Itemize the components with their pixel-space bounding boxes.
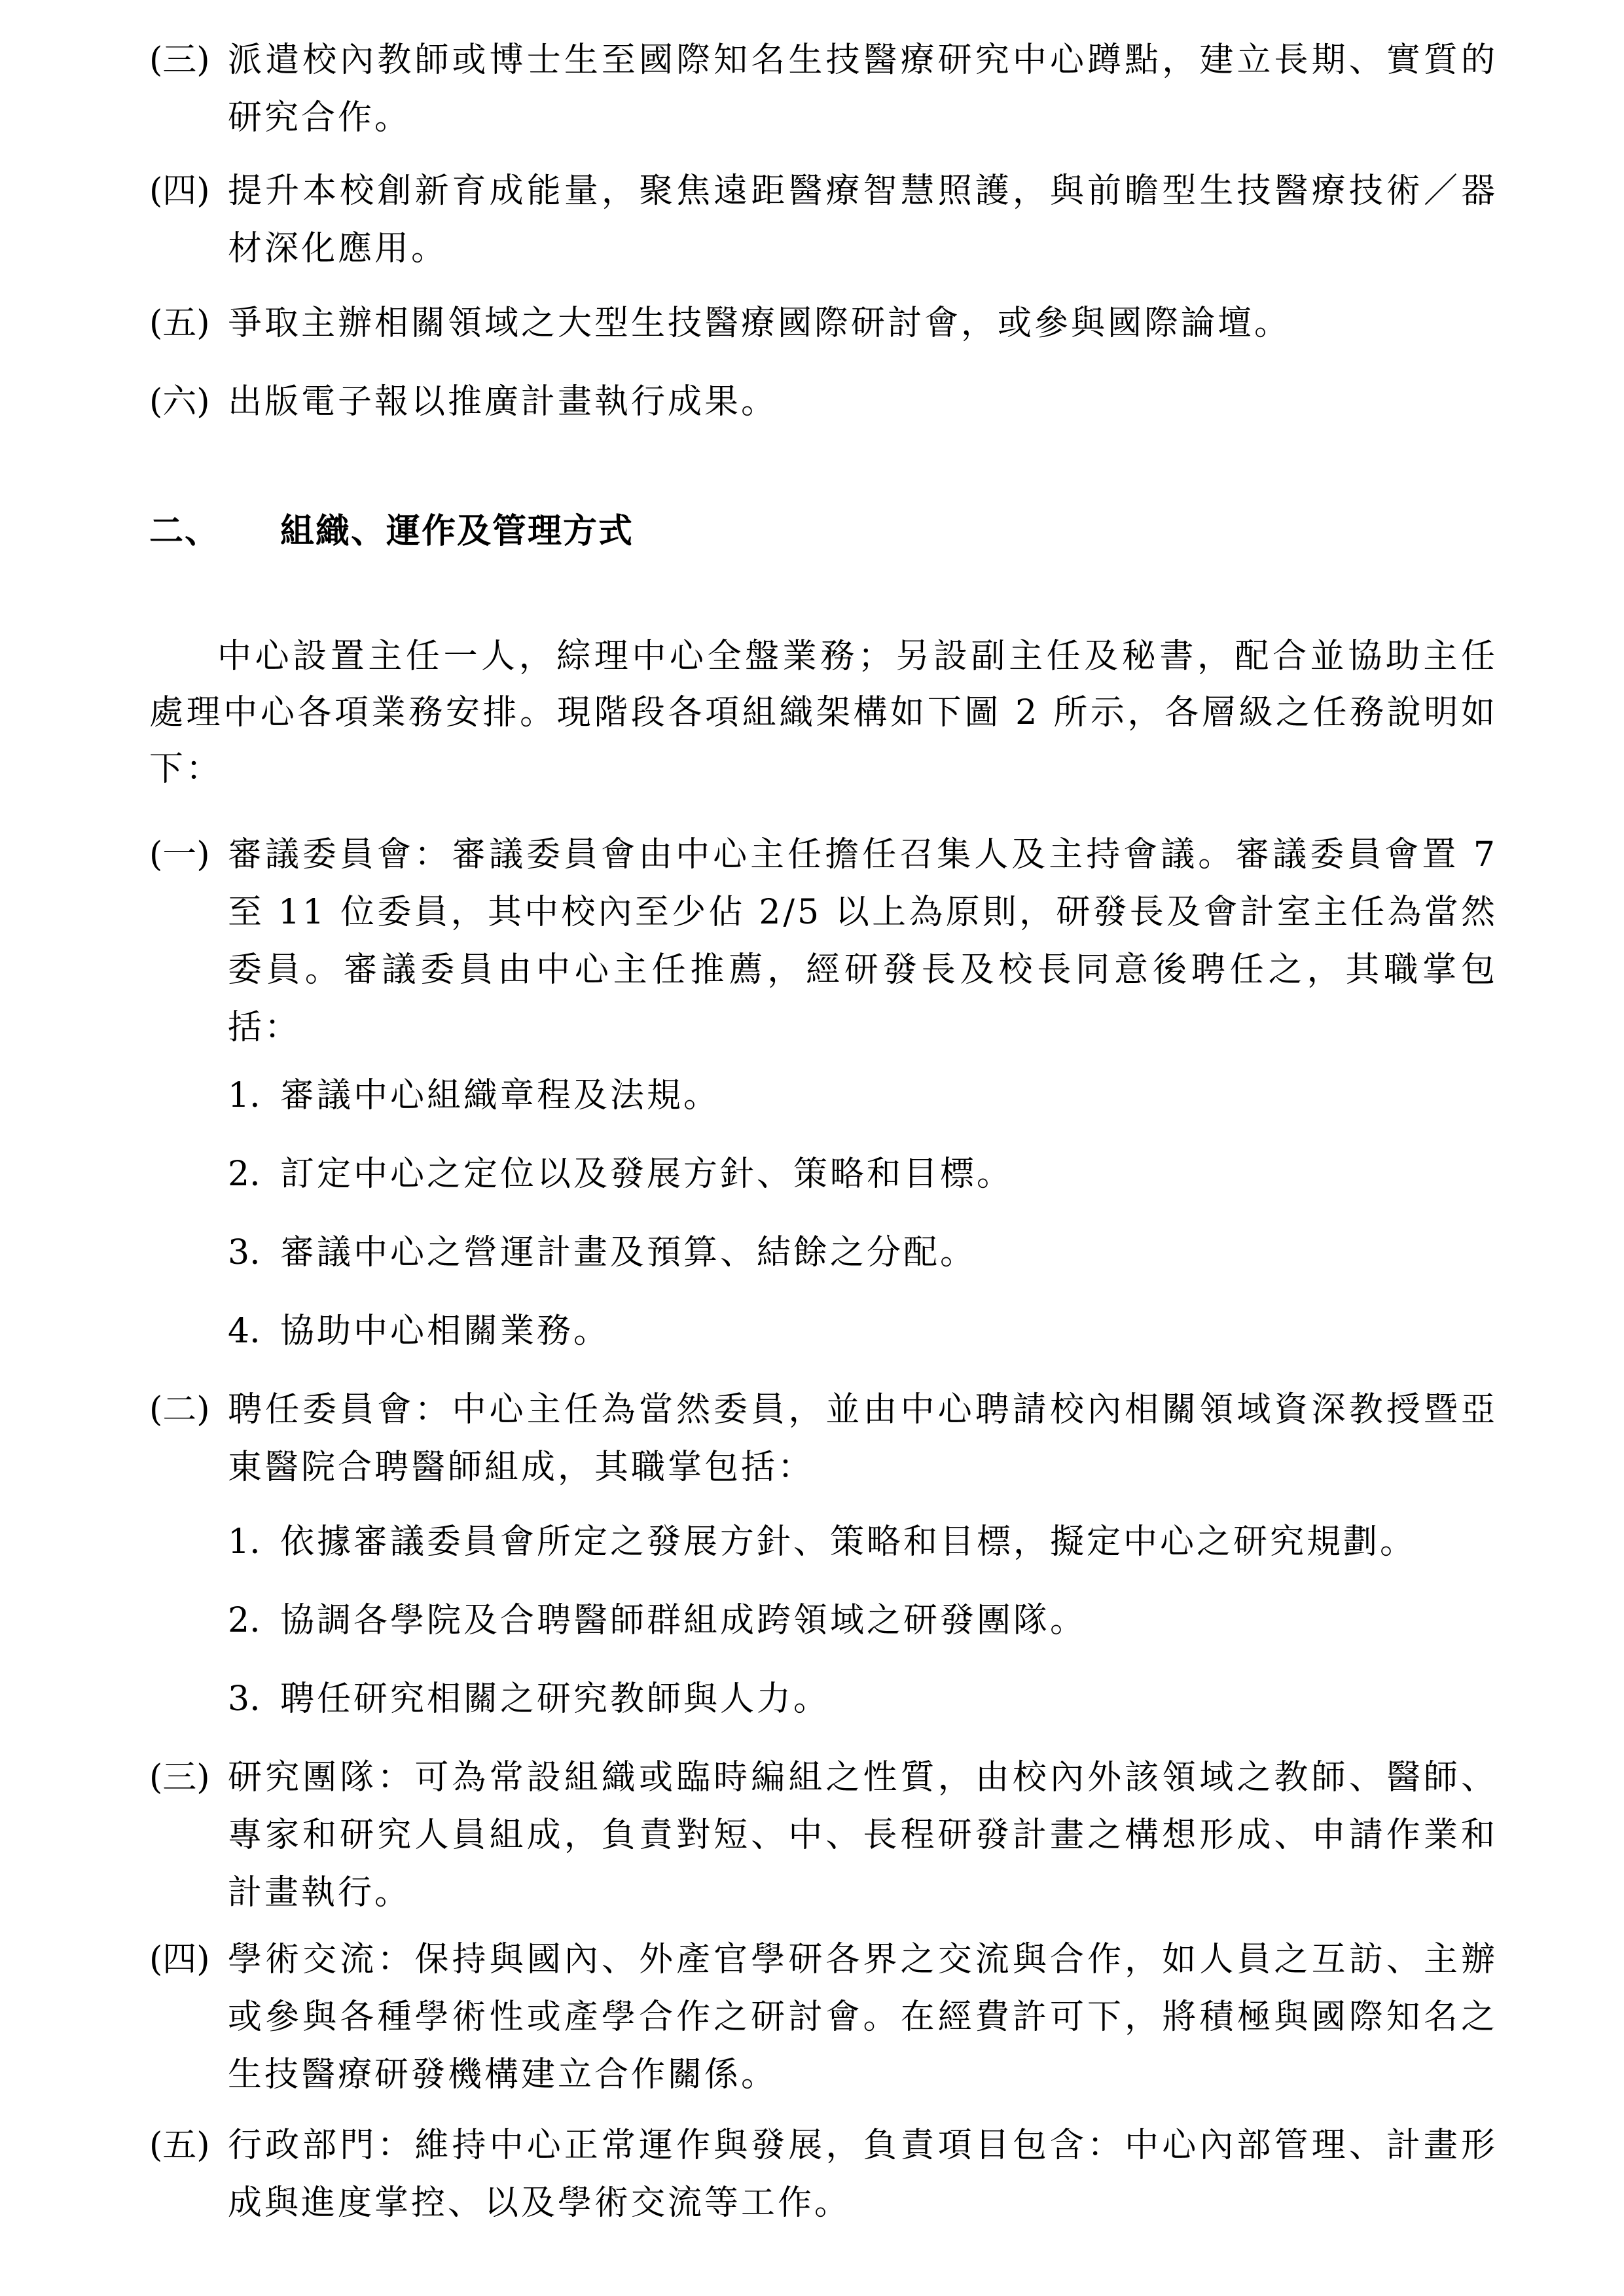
sub-item <box>228 1145 1498 1203</box>
org-item-academic-exchange <box>149 1931 1498 2104</box>
sub-item <box>228 1302 1498 1360</box>
goal-item-marker: (三) <box>149 41 210 80</box>
org-item-text: 審議委員會：審議委員會由中心主任擔任召集人及主持會議。審議委員會置 7 至 11 位委員，其中校內至少佔 2/5 以上為原則，研發長及會計室主任為當然委員。審議委員由中心主任推薦，經研發長及校長同意後聘任之，其職掌包括： <box>228 835 1498 1047</box>
sub-item-text: 審議中心組織章程及法規。 <box>280 1076 721 1115</box>
sub-item-text: 協助中心相關業務。 <box>280 1312 611 1351</box>
org-item-text: 學術交流：保持與國內、外產官學研各界之交流與合作，如人員之互訪、主辦或參與各種學術性或產學合作之研討會。在經費許可下，將積極與國際知名之生技醫療研發機構建立合作關係。 <box>228 1940 1498 2094</box>
sub-item-marker: 2. <box>228 1601 261 1640</box>
org-item-text: 行政部門：維持中心正常運作與發展，負責項目包含：中心內部管理、計畫形成與進度掌控、以及學術交流等工作。 <box>228 2126 1498 2223</box>
sub-item-marker: 4. <box>228 1312 261 1351</box>
sub-item <box>228 1067 1498 1124</box>
org-item-review-committee <box>149 826 1498 1056</box>
sub-item-marker: 3. <box>228 1679 261 1719</box>
goal-item-6 <box>149 373 1498 431</box>
goal-item-5 <box>149 295 1498 352</box>
sub-item-marker: 3. <box>228 1233 261 1272</box>
sub-item-marker: 2. <box>228 1155 261 1194</box>
org-item-marker: (五) <box>149 2126 210 2165</box>
org-item-appointment-committee <box>149 1381 1498 1496</box>
section-heading <box>149 503 634 560</box>
sub-item-text: 協調各學院及合聘醫師群組成跨領域之研發團隊。 <box>280 1601 1087 1640</box>
goal-item-text: 派遣校內教師或博士生至國際知名生技醫療研究中心蹲點，建立長期、實質的研究合作。 <box>228 41 1498 137</box>
org-item-administration <box>149 2117 1498 2232</box>
org-item-text: 研究團隊：可為常設組織或臨時編組之性質，由校內外該領域之教師、醫師、專家和研究人員組成，負責對短、中、長程研發計畫之構想形成、申請作業和計畫執行。 <box>228 1758 1498 1912</box>
goal-item-text: 提升本校創新育成能量，聚焦遠距醫療智慧照護，與前瞻型生技醫療技術／器材深化應用。 <box>228 171 1498 268</box>
org-item-marker: (三) <box>149 1758 210 1797</box>
goal-item-marker: (四) <box>149 171 210 211</box>
org-item-marker: (一) <box>149 835 210 874</box>
goal-item-3 <box>149 31 1498 147</box>
org-item-text: 聘任委員會：中心主任為當然委員，並由中心聘請校內相關領域資深教授暨亞東醫院合聘醫師組成，其職掌包括： <box>228 1390 1498 1487</box>
sub-item <box>228 1592 1498 1649</box>
goal-item-marker: (五) <box>149 304 210 343</box>
goal-item-4 <box>149 162 1498 278</box>
intro-paragraph: 中心設置主任一人，綜理中心全盤業務；另設副主任及秘書，配合並協助主任處理中心各項業務安排。現階段各項組織架構如下圖 2 所示，各層級之任務說明如下： <box>149 637 1498 789</box>
sub-item-text: 審議中心之營運計畫及預算、結餘之分配。 <box>280 1233 977 1272</box>
sub-item <box>228 1670 1498 1728</box>
sub-item <box>228 1224 1498 1282</box>
sub-item-marker: 1. <box>228 1076 261 1115</box>
sub-item-marker: 1. <box>228 1522 261 1562</box>
org-item-marker: (二) <box>149 1390 210 1429</box>
section-title: 組織、運作及管理方式 <box>280 511 634 551</box>
sub-item <box>228 1513 1498 1571</box>
sub-item-text: 訂定中心之定位以及發展方針、策略和目標。 <box>280 1155 1014 1194</box>
goal-item-text: 爭取主辦相關領域之大型生技醫療國際研討會，或參與國際論壇。 <box>228 304 1291 343</box>
org-item-marker: (四) <box>149 1940 210 1979</box>
section-number: 二、 <box>149 511 221 551</box>
goal-item-marker: (六) <box>149 382 210 422</box>
sub-item-text: 聘任研究相關之研究教師與人力。 <box>280 1679 831 1719</box>
org-item-research-team <box>149 1749 1498 1922</box>
goal-item-text: 出版電子報以推廣計畫執行成果。 <box>228 382 778 422</box>
sub-item-text: 依據審議委員會所定之發展方針、策略和目標，擬定中心之研究規劃。 <box>280 1522 1417 1562</box>
